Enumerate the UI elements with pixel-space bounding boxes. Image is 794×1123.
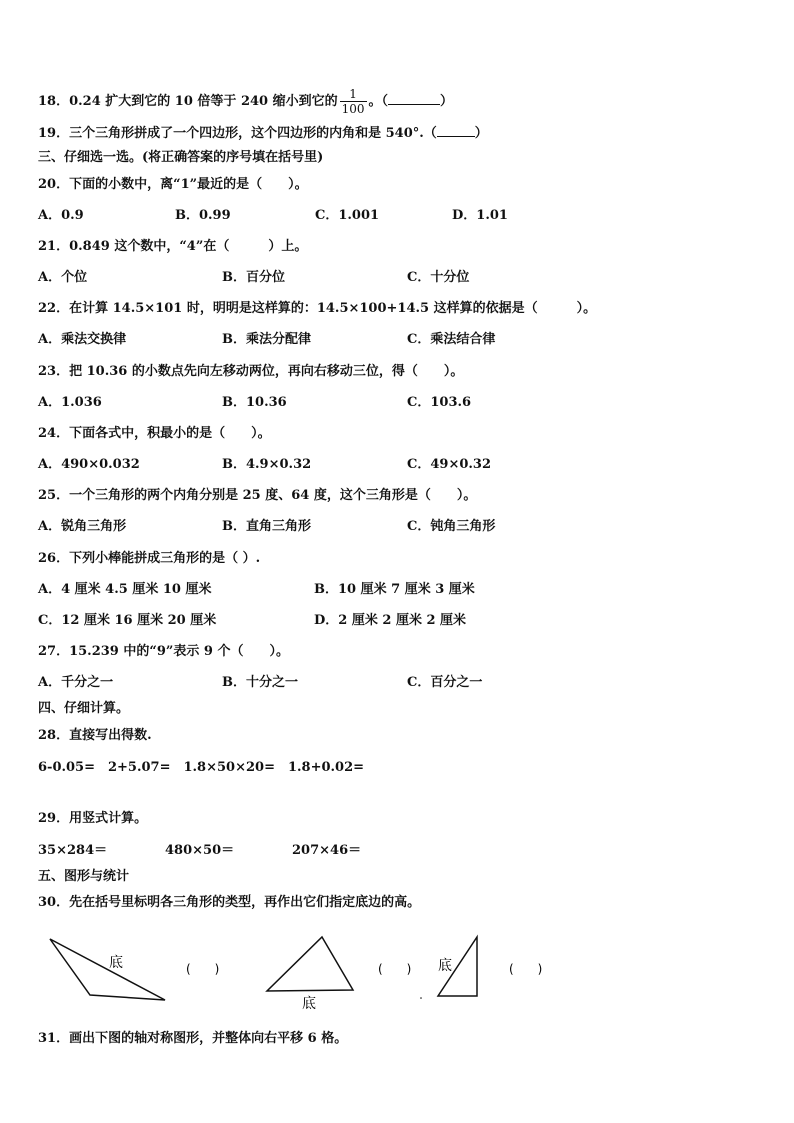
q21-option-c: C．十分位 xyxy=(407,270,470,285)
q18-open: 。（ xyxy=(368,94,389,109)
question-25: 25．一个三角形的两个内角分别是 25 度、64 度，这个三角形是（ ）。 xyxy=(38,488,477,503)
q21-option-b: B．百分位 xyxy=(222,270,285,285)
q23-option-b: B．10.36 xyxy=(222,395,287,410)
question-31: 31．画出下图的轴对称图形，并整体向右平移 6 格。 xyxy=(38,1031,348,1046)
q25-option-a: A．锐角三角形 xyxy=(38,519,127,534)
acute-triangle xyxy=(267,937,353,991)
type-bracket-1: ( ) xyxy=(186,962,220,976)
q26-option-d: D．2 厘米 2 厘米 2 厘米 xyxy=(314,613,467,628)
question-24: 24．下面各式中，积最小的是（ ）。 xyxy=(38,426,271,441)
fraction-1-100 xyxy=(340,87,367,116)
q29-item-2: 480×50＝ xyxy=(165,843,235,858)
q20-option-b: B．0.99 xyxy=(175,208,231,223)
question-18 xyxy=(38,87,453,116)
q21-option-a: A．个位 xyxy=(38,270,88,285)
question-30: 30．先在括号里标明各三角形的类型，再作出它们指定底边的高。 xyxy=(38,895,421,910)
q24-option-c: C．49×0.32 xyxy=(407,457,491,472)
q19-text: 19．三个三角形拼成了一个四边形，这个四边形的内角和是 540°.（ xyxy=(38,126,437,141)
section-4-heading: 四、仔细计算。 xyxy=(38,701,130,716)
question-28: 28．直接写出得数. xyxy=(38,728,152,743)
question-22: 22．在计算 14.5×101 时，明明是这样算的：14.5×100+14.5 这样算的依据是（ ）。 xyxy=(38,301,597,316)
q18-close: ） xyxy=(440,94,454,109)
q22-option-b: B．乘法分配律 xyxy=(222,332,311,347)
base-label-2: 底 xyxy=(302,996,316,1012)
q18-text: 18．0.24 扩大到它的 10 倍等于 240 缩小到它的 xyxy=(38,94,338,109)
question-29: 29．用竖式计算。 xyxy=(38,811,148,826)
q27-option-c: C．百分之一 xyxy=(407,675,483,690)
answer-blank xyxy=(388,92,440,105)
answer-blank xyxy=(437,124,475,137)
base-label-1: 底 xyxy=(109,955,123,971)
q20-option-a: A．0.9 xyxy=(38,208,84,223)
q25-option-b: B．直角三角形 xyxy=(222,519,311,534)
q27-option-a: A．千分之一 xyxy=(38,675,114,690)
obtuse-triangle xyxy=(50,939,165,1000)
question-23: 23．把 10.36 的小数点先向左移动两位，再向右移动三位，得（ ）。 xyxy=(38,364,464,379)
q29-item-1: 35×284＝ xyxy=(38,843,108,858)
q23-option-a: A．1.036 xyxy=(38,395,102,410)
section-3-heading: 三、仔细选一选。(将正确答案的序号填在括号里) xyxy=(38,150,324,165)
frac-numerator: 1 xyxy=(340,87,367,102)
q28-items: 6-0.05= 2+5.07= 1.8×50×20= 1.8+0.02= xyxy=(38,760,365,775)
q22-option-c: C．乘法结合律 xyxy=(407,332,496,347)
q26-option-a: A．4 厘米 4.5 厘米 10 厘米 xyxy=(38,582,212,597)
triangle-figures xyxy=(0,925,794,1015)
q24-option-a: A．490×0.032 xyxy=(38,457,140,472)
question-21: 21．0.849 这个数中，“4”在（ ）上。 xyxy=(38,239,308,254)
q20-option-c: C．1.001 xyxy=(315,208,380,223)
question-19 xyxy=(38,124,488,143)
q26-option-b: B．10 厘米 7 厘米 3 厘米 xyxy=(314,582,475,597)
frac-denominator: 100 xyxy=(341,102,365,116)
base-label-3: 底 xyxy=(438,958,452,974)
section-5-heading: 五、图形与统计 xyxy=(38,869,130,884)
type-bracket-3: ( ) xyxy=(509,962,543,976)
q20-option-d: D．1.01 xyxy=(452,208,508,223)
question-27: 27．15.239 中的“9”表示 9 个（ ）。 xyxy=(38,644,289,659)
q24-option-b: B．4.9×0.32 xyxy=(222,457,312,472)
q22-option-a: A．乘法交换律 xyxy=(38,332,127,347)
q29-item-3: 207×46＝ xyxy=(292,843,362,858)
question-20: 20．下面的小数中，离“1”最近的是（ ）。 xyxy=(38,177,308,192)
q27-option-b: B．十分之一 xyxy=(222,675,298,690)
q26-option-c: C．12 厘米 16 厘米 20 厘米 xyxy=(38,613,217,628)
q19-close: ） xyxy=(474,126,488,141)
dot-mark xyxy=(420,997,422,999)
question-26: 26．下列小棒能拼成三角形的是（ ）. xyxy=(38,551,261,566)
q23-option-c: C．103.6 xyxy=(407,395,472,410)
type-bracket-2: ( ) xyxy=(378,962,412,976)
q25-option-c: C．钝角三角形 xyxy=(407,519,496,534)
